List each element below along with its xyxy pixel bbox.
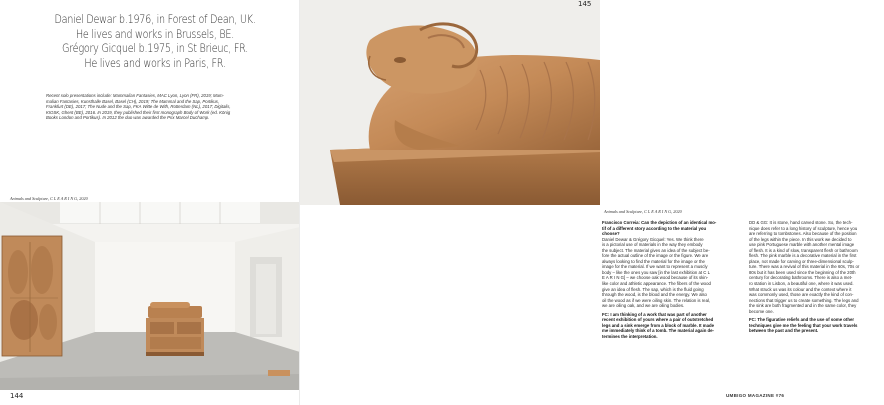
wood-animal-sculpture-photo: [300, 0, 600, 205]
answer-line: through the wood, is the blood and the energy. We also: [602, 292, 707, 298]
answer-line: nique does refer to a long history of sculpture, hence you: [749, 225, 858, 231]
photo-caption: Animals and Sculpture, C L E A R I N G, 2020: [10, 196, 88, 201]
exhibition-bio: [46, 93, 284, 121]
question-line: FC: I am thinking of a work that was part of another: [602, 311, 707, 317]
question-line: termines the interpretation.: [602, 333, 658, 339]
wood-cabinet-sculpture: [146, 302, 204, 356]
question-line: recent exhibition of yours where a pair of outstretched: [602, 317, 714, 323]
bio-line: malian Fantasies, Kunsthalle Basel, Basel (CH), 2019; The Mammal and the Sap, Portikus,: [46, 98, 220, 104]
answer-line: we are oiling oak, and we are oiling bodies.: [602, 303, 685, 309]
question-line: between the past and the present.: [749, 328, 819, 334]
answer-line: DD & GG: It is stone, hand carved stone. So, the tech-: [749, 220, 853, 225]
question-line: choose?: [602, 231, 620, 237]
answer-line: give an idea of flesh. The sap, which is the fluid going: [602, 286, 704, 292]
answer-line: become one.: [749, 308, 774, 314]
question-line: techniques give me the feeling that your work travels: [749, 322, 858, 328]
title-line: Daniel Dewar b.1976, in Forest of Dean, UK.: [54, 13, 256, 26]
photo-caption: Animals and Sculpture, C L E A R I N G, 2020: [604, 209, 682, 214]
gallery-installation-photo: [0, 202, 300, 390]
answer-line: the sink are both fragmented and in the same color, they: [749, 303, 857, 309]
title-line: He lives and works in Paris, FR.: [84, 56, 226, 70]
question-line: me immediately think of a tomb. The material again de-: [602, 328, 714, 334]
answer-line: use pink Portuguese marble with another mental image: [749, 242, 855, 248]
magazine-name: UMBIGO MAGAZINE #76: [726, 393, 785, 398]
question-line: legs and a sink emerge from a block of marble. It made: [602, 322, 714, 328]
answer-line: 80s but it has been used since the beginning of the 20th: [749, 269, 856, 275]
answer-line: oil the wood as if we were oiling skin. The relation is real,: [602, 297, 711, 303]
answer-line: image for the material. If we want to represent a muscly: [602, 264, 708, 270]
question-line: Francisco Correia: Can the depiction of an identical mo-: [602, 220, 717, 225]
left-page: [0, 0, 300, 405]
answer-line: was commonly used, those are exactly the kind of con-: [749, 292, 854, 298]
answer-line: Daniel Dewar & Grégory Gicquel: Yes. We think there: [602, 236, 704, 242]
answer-line: ro station in Lisbon, a beautiful one, where it was used.: [749, 281, 854, 287]
page-number: 145: [578, 0, 592, 8]
answer-line: What struck us was its colour and the context where it: [749, 286, 852, 292]
answer-line: of the legs within the piece. In this work we decided to: [749, 236, 852, 242]
title-line: Grégory Gicquel b.1975, in St Brieuc, FR.: [61, 42, 249, 56]
artist-bio-heading: [39, 13, 271, 71]
bio-line: Books London and Portikus). In 2012 the duo was awarded the Prix Marcel Duchamp.: [46, 115, 210, 121]
answer-line: is a pictorial use of materials in the way they embody: [602, 242, 703, 248]
question-line: FC: The figurative reliefs and the use of some other: [749, 317, 855, 323]
interview-column-2: [749, 220, 884, 334]
answer-line: body – like the ones you saw [in the last exhibition at C L: [602, 269, 710, 275]
bio-line: Recent solo presentations include: Mammalian Fantasies, MAC Lyon, Lyon (FR), 2019; Mam-: [46, 93, 225, 98]
answer-line: century for decorating bathrooms. There is also a met-: [749, 275, 853, 281]
answer-line: like color and athletic appearance. The fibers of the wood: [602, 281, 711, 287]
page-number: 144: [10, 392, 24, 400]
answer-line: place, not made for carving or three-dimensional sculp-: [749, 258, 854, 264]
bio-line: KIOSK, Ghent (BE), 2016. In 2019, they published their first monograph Body of Work (ed. König: [46, 109, 231, 115]
answer-line: fore the actual outline of the image or the figure. We are: [602, 253, 709, 259]
answer-line: of flesh. It is a kind of slow, transparent flesh or bathroom: [749, 247, 858, 253]
answer-line: nections that trigger us to create something. The legs and: [749, 297, 859, 303]
answer-line: flesh. The pink marble is a decorative material in the first: [749, 253, 857, 259]
question-line: tif of a different story according to the material you: [602, 225, 707, 231]
right-page: [300, 0, 860, 405]
answer-line: always looking to find the material for the image or the: [602, 258, 705, 264]
answer-line: are referring to tombstones. Also because of the position: [749, 231, 857, 237]
bio-line: Frankfurt (DE), 2017; The Nude and the Sap, FKA Witte de With, Rotterdam (NL), 2017; Digitalis,: [46, 104, 231, 110]
wood-relief-sculpture: [2, 236, 62, 356]
answer-line: ture. There was a revival of this material in the 60s, 70s or: [749, 264, 860, 270]
interview-column-1: [602, 220, 737, 339]
answer-line: E A R I N G] – we choose oak wood because of its skin-: [602, 275, 709, 281]
answer-line: the subject. The material gives an idea of the subject be-: [602, 247, 710, 253]
title-line: He lives and works in Brussels, BE.: [75, 27, 235, 41]
